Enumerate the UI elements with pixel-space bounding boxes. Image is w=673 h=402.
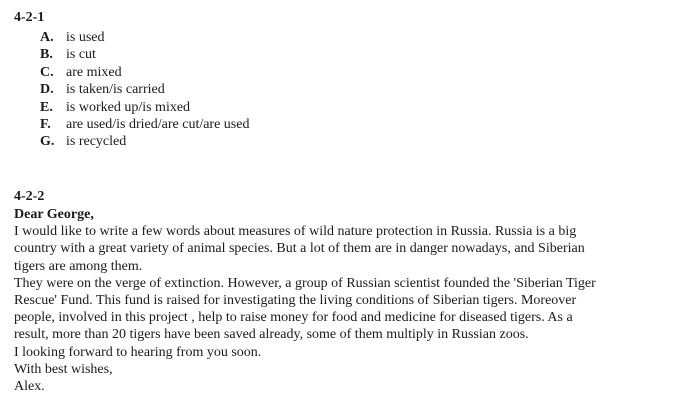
section-1-heading: 4-2-1	[14, 10, 45, 25]
answer-item	[40, 81, 249, 98]
answer-text: is worked up/is mixed	[66, 99, 191, 115]
answer-letter: B.	[40, 47, 53, 63]
letter-line: I looking forward to hearing from you soon.	[14, 344, 262, 360]
letter-signature: Alex.	[14, 379, 45, 395]
answer-letter: G.	[40, 134, 55, 150]
answer-letter: F.	[40, 116, 51, 132]
letter-line: people, involved in this project , help to raise money for food and medicine for diseased tigers. As a	[14, 310, 573, 326]
letter-line: They were on the verge of extinction. However, a group of Russian scientist founded the 'Siberian Tiger	[14, 275, 596, 291]
letter-line: country with a great variety of animal species. But a lot of them are in danger nowadays, and Siberian	[14, 241, 585, 257]
letter-body	[14, 206, 664, 395]
answer-item	[40, 99, 249, 116]
answer-letter: A.	[40, 30, 54, 45]
answer-list	[40, 29, 249, 151]
letter-greeting: Dear George,	[14, 207, 94, 222]
letter-closing: With best wishes,	[14, 361, 113, 377]
answer-item	[40, 64, 249, 81]
answer-text: is cut	[66, 47, 96, 63]
answer-text: is used	[66, 30, 105, 45]
answer-item	[40, 29, 249, 46]
letter-line: Rescue' Fund. This fund is raised for investigating the living conditions of Siberian tigers. Moreover	[14, 293, 577, 309]
answer-item	[40, 133, 249, 150]
section-2-heading: 4-2-2	[14, 189, 45, 204]
letter-line: tigers are among them.	[14, 258, 143, 274]
letter-line: result, more than 20 tigers have been saved already, some of them multiply in Russian zoos.	[14, 327, 529, 343]
letter-line: I would like to write a few words about measures of wild nature protection in Russia. Russia is a big	[14, 224, 577, 240]
answer-letter: E.	[40, 99, 53, 115]
answer-text: is recycled	[66, 134, 127, 150]
answer-text: are mixed	[66, 64, 122, 80]
answer-text: are used/is dried/are cut/are used	[66, 116, 250, 132]
answer-item	[40, 46, 249, 63]
answer-item	[40, 116, 249, 133]
answer-text: is taken/is carried	[66, 82, 165, 98]
answer-letter: C.	[40, 64, 54, 80]
answer-letter: D.	[40, 82, 54, 98]
